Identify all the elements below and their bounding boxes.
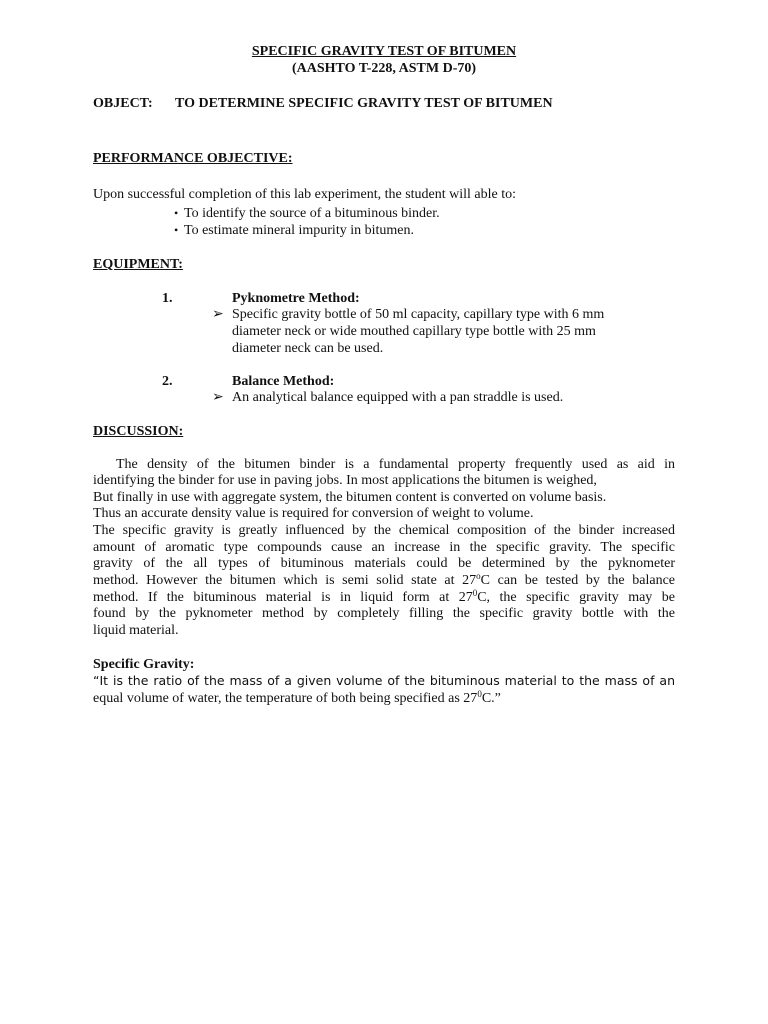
list-item	[174, 205, 440, 223]
performance-intro: Upon successful completion of this lab experiment, the student will able to:	[93, 187, 517, 202]
equipment-line: An analytical balance equipped with a pan straddle is used.	[232, 390, 564, 405]
paragraph-line: amount of aromatic type compounds cause an increase in the specific gravity. The specific	[93, 540, 675, 555]
specific-gravity-heading: Specific Gravity:	[93, 657, 195, 672]
paragraph-line: found by the pyknometer method by completely filling the specific gravity bottle with the	[93, 606, 675, 621]
arrow-bullet-icon: ➢	[212, 307, 224, 322]
paragraph-line: But finally in use with aggregate system, the bitumen content is converted on volume basis.	[93, 490, 607, 505]
definition-line: “It is the ratio of the mass of a given volume of the bituminous material to the mass of an	[93, 673, 675, 688]
text-run: equal volume of water, the temperature of both being specified as 27	[93, 691, 478, 706]
equipment-line: diameter neck or wide mouthed capillary type bottle with 25 mm	[232, 324, 596, 339]
discussion-heading: DISCUSSION:	[93, 424, 184, 439]
paragraph-line: gravity of the all types of bituminous materials could be determined by the pyknometer	[93, 556, 675, 571]
text-run: method. However the bitumen which is semi solid state at 27	[93, 573, 477, 588]
equipment-line: Specific gravity bottle of 50 ml capacity, capillary type with 6 mm	[232, 307, 605, 322]
object-text: TO DETERMINE SPECIFIC GRAVITY TEST OF BITUMEN	[175, 96, 553, 111]
bullet-icon: •	[174, 223, 179, 237]
text-run: C can be tested by the balance	[480, 573, 675, 588]
bullet-text: To identify the source of a bituminous binder.	[184, 206, 440, 221]
document-title: SPECIFIC GRAVITY TEST OF BITUMEN	[251, 44, 517, 59]
paragraph-line: The density of the bitumen binder is a fundamental property frequently used as aid in	[116, 457, 675, 472]
arrow-bullet-icon: ➢	[212, 390, 224, 405]
object-label: OBJECT:	[93, 96, 153, 111]
paragraph-line: The specific gravity is greatly influenced by the chemical composition of the binder increased	[93, 523, 675, 538]
equipment-title: Balance Method:	[232, 374, 335, 389]
bullet-icon: •	[174, 206, 179, 220]
superscript: o	[476, 571, 481, 581]
equipment-line: diameter neck can be used.	[232, 341, 384, 356]
paragraph-line: Thus an accurate density value is required for conversion of weight to volume.	[93, 506, 534, 521]
text-run: C, the specific gravity may be	[477, 590, 675, 605]
equipment-number: 2.	[162, 374, 173, 389]
paragraph-line: liquid material.	[93, 623, 179, 638]
text-run: method. If the bituminous material is in liquid form at 27	[93, 590, 473, 605]
definition-line	[93, 691, 501, 708]
document-subtitle: (AASHTO T-228, ASTM D-70)	[291, 61, 477, 76]
text-run: C.”	[481, 691, 501, 706]
superscript: 0	[472, 588, 478, 598]
bullet-text: To estimate mineral impurity in bitumen.	[184, 223, 414, 238]
superscript: 0	[477, 689, 482, 699]
equipment-number: 1.	[162, 291, 173, 306]
paragraph-line	[93, 590, 675, 607]
paragraph-line: identifying the binder for use in paving jobs. In most applications the bitumen is weighed,	[93, 473, 597, 488]
equipment-heading: EQUIPMENT:	[93, 257, 183, 272]
performance-objective-heading: PERFORMANCE OBJECTIVE:	[93, 151, 293, 166]
equipment-title: Pyknometre Method:	[232, 291, 360, 306]
paragraph-line	[93, 573, 675, 590]
list-item	[174, 222, 414, 240]
